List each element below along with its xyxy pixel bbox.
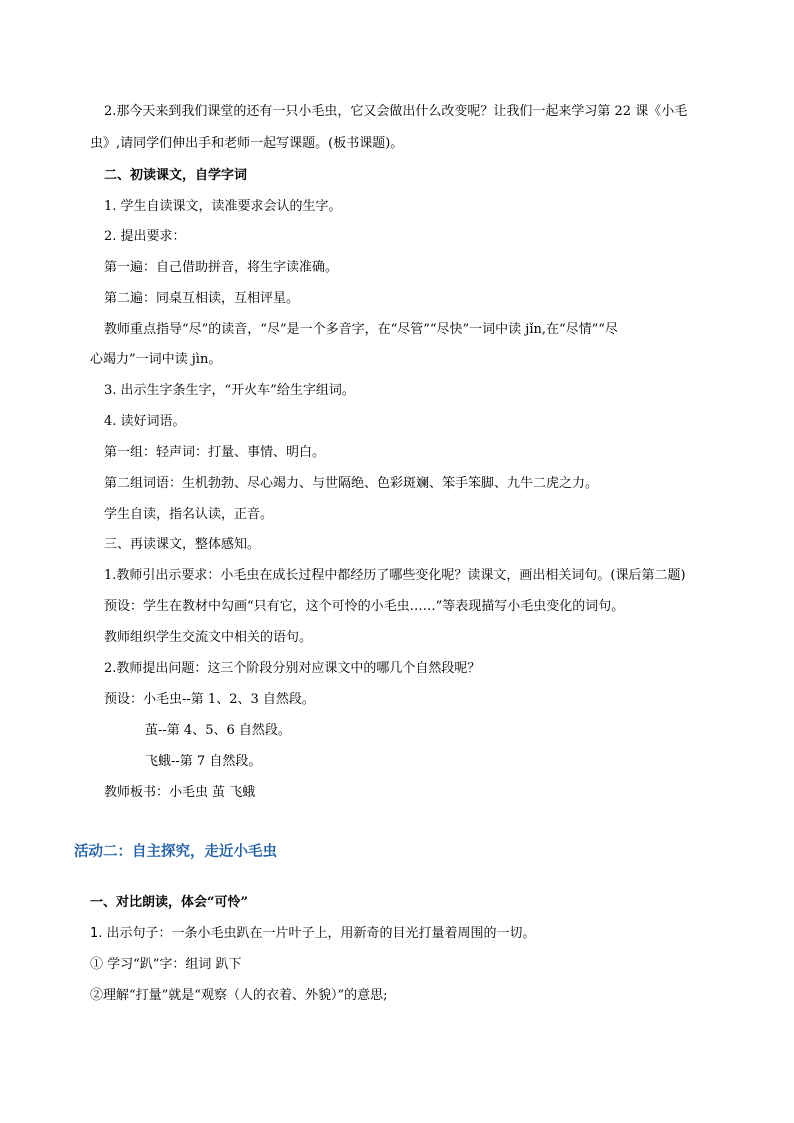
paragraph-line: 预设：小毛虫--第 1、2、3 自然段。 xyxy=(104,692,315,707)
paragraph-line: 三、再读课文，整体感知。 xyxy=(104,537,261,552)
paragraph-line: 飞蛾--第 7 自然段。 xyxy=(145,754,262,769)
paragraph-line: 第一组：轻声词：打量、事情、明白。 xyxy=(104,445,326,460)
paragraph-line: 2.教师提出问题：这三个阶段分别对应课文中的哪几个自然段呢？ xyxy=(104,661,481,676)
activity-heading: 活动二：自主探究，走近小毛虫 xyxy=(74,843,277,860)
paragraph-line: 学生自读，指名认读，正音。 xyxy=(104,507,274,522)
paragraph-line: 第一遍：自己借助拼音，将生字读准确。 xyxy=(104,260,339,275)
paragraph-line: 教师组织学生交流文中相关的语句。 xyxy=(104,630,313,645)
paragraph-line: 3. 出示生字条生字，“开火车”给生字组词。 xyxy=(104,383,355,398)
paragraph-line: 教师板书：小毛虫 茧 飞蛾 xyxy=(104,785,256,800)
paragraph-line: 2.那今天来到我们课堂的还有一只小毛虫，它又会做出什么改变呢？让我们一起来学习第 22 课《小毛 xyxy=(104,104,688,119)
paragraph-line: 4. 读好词语。 xyxy=(104,414,186,429)
paragraph-line: 第二遍：同桌互相读，互相评星。 xyxy=(104,291,300,306)
paragraph-line: 2. 提出要求： xyxy=(104,229,186,244)
section-heading: 二、初读课文，自学字词 xyxy=(104,168,248,183)
paragraph-line: 1.教师引出示要求：小毛虫在成长过程中都经历了哪些变化呢？读课文，画出相关词句。(课后第二题) xyxy=(104,568,686,583)
paragraph-line: ① 学习“趴”字：组词 趴下 xyxy=(90,957,242,972)
paragraph-line: 1. 学生自读课文，读准要求会认的生字。 xyxy=(104,199,342,214)
paragraph-line: 心竭力”一词中读 jìn。 xyxy=(90,352,222,367)
paragraph-line: 1. 出示句子：一条小毛虫趴在一片叶子上，用新奇的目光打量着周围的一切。 xyxy=(90,926,536,941)
paragraph-line: ②理解“打量”就是“观察（人的衣着、外貌）”的意思; xyxy=(90,988,388,1003)
paragraph-line: 教师重点指导“尽”的读音，“尽”是一个多音字，在“尽管”“尽快”一词中读 jǐn,在“尽情”“尽 xyxy=(104,322,618,337)
paragraph-line: 预设：学生在教材中勾画“只有它，这个可怜的小毛虫……”等表现描写小毛虫变化的词句。 xyxy=(104,599,625,614)
section-heading: 一、对比朗读，体会“可怜” xyxy=(90,895,248,910)
paragraph-line: 第二组词语：生机勃勃、尽心竭力、与世隔绝、色彩斑斓、笨手笨脚、九牛二虎之力。 xyxy=(104,476,599,491)
paragraph-line: 茧--第 4、5、6 自然段。 xyxy=(145,723,291,738)
paragraph-line: 虫》,请同学们伸出手和老师一起写课题。(板书课题)。 xyxy=(90,136,404,151)
